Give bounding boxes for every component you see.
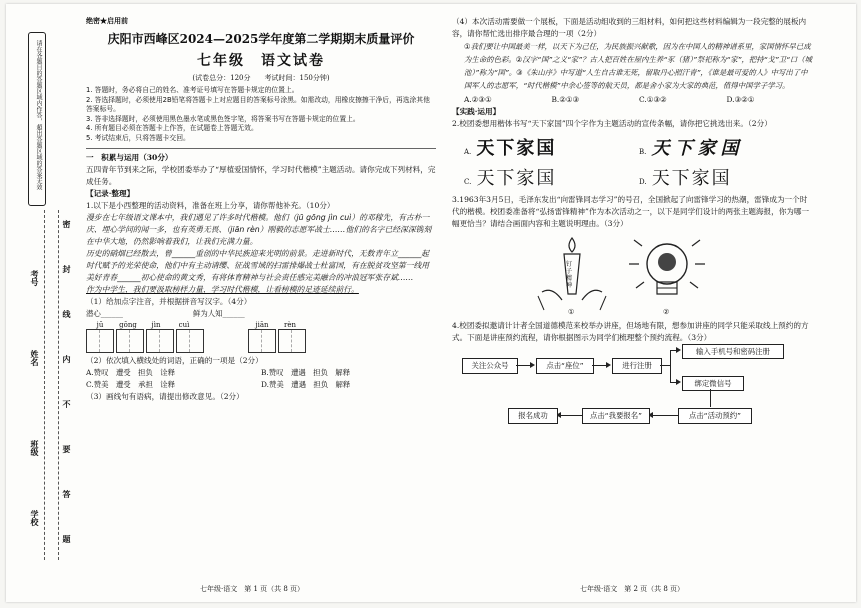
fill-item: 鲜为人知______ <box>192 309 245 318</box>
instructions <box>86 86 436 143</box>
option[interactable]: D.③②① <box>726 95 755 104</box>
char-box[interactable] <box>86 329 114 353</box>
pinyin: cuì <box>178 321 190 329</box>
instruction-item: 3. 答非选择题时，必须使用黑色墨水笔或黑色签字笔，将答案书写在答题卡规定的位置上。 <box>86 114 360 123</box>
flow-step-signup: 点击“我要报名” <box>582 408 650 424</box>
seal-char: 线 <box>62 310 72 318</box>
flow-step-follow: 关注公众号 <box>462 358 518 374</box>
question-1-1: （1）给加点字注音，并根据拼音写汉字。（4分） <box>86 297 252 306</box>
char-box[interactable] <box>176 329 204 353</box>
option[interactable]: B.赞叹 遭遇 担负 解释 <box>261 368 351 377</box>
question-1: 1.以下是小西整理的活动资料，准备在班上分享，请你帮他补充。（10分） <box>86 201 335 210</box>
calli-option-d[interactable]: D. 天下家国 <box>639 168 732 188</box>
poster-label-2: ② <box>663 308 670 316</box>
option[interactable]: A.②③① <box>464 95 492 104</box>
passage-para: 漫步在七年级语文课本中，我们遇见了许多时代楷模。他们（jū gōng jìn cuì）的邓稼先，有古朴一庆、埋心学问的闻一多，也有英勇无畏、（jiān rèn）刚毅的志愿军战士……他们的名字已经深深镌刻在中华大地，仍然影响着我们，让我们充满力量。 <box>86 213 432 246</box>
flow-step-wechat: 绑定微信号 <box>682 376 744 391</box>
poster-2-bulb <box>629 240 705 294</box>
flowchart <box>452 344 814 444</box>
page-footer-2: 七年级·语文 第 2 页（共 8 页） <box>580 585 685 593</box>
seal-char: 封 <box>62 265 72 273</box>
seal-char: 不 <box>62 400 72 408</box>
question-4-intro: （4）本次活动需要做一个展板，下面是活动组收到的三组材料，如何把这些材料编辑为一段完整的展板内容，请你帮忙选出排序最合理的一项（2分） <box>452 17 807 38</box>
pinyin-grid <box>86 321 436 353</box>
tag-practice: 【实践·运用】 <box>452 107 501 116</box>
seal-char: 密 <box>62 220 72 228</box>
fill-row <box>86 308 436 319</box>
poster-1-text: 钉子精神 <box>566 261 573 289</box>
seal-char: 内 <box>62 355 72 363</box>
option[interactable]: D.赞美 遭遇 担负 解释 <box>261 380 351 389</box>
page-footer-1: 七年级·语文 第 1 页（共 8 页） <box>200 585 305 593</box>
seal-line <box>58 210 59 560</box>
pinyin: rèn <box>284 321 296 329</box>
seal-char: 题 <box>62 535 72 543</box>
pinyin-group <box>86 321 206 353</box>
flow-step-seat: 点击“座位” <box>536 358 594 374</box>
pinyin: jiān <box>255 321 269 329</box>
question-1-2: （2）依次填入横线处的词语，正确的一项是（2分） <box>86 356 263 365</box>
passage-para: 历史的硝烟已经散去，曾______重创的中华民族迎来光明的前景。走进新时代，无数青年立______起时代赋予的光荣使命，他们中有主动请缨、征战雪域的扫雷排爆战士杜富国，有在脱贫攻坚第一线用美好青春______初心使命的黄文秀，有将体育精神与社会责任感完美融合的冲浪冠军张存斌…… <box>86 249 430 282</box>
section-intro: 五四青年节到来之际，学校团委举办了“厚植爱国情怀，学习时代楷模”主题活动。请你完成下列材料，完成任务。 <box>86 165 436 186</box>
option[interactable]: A.赞叹 遭受 担负 诠释 <box>86 368 175 377</box>
char-box[interactable] <box>278 329 306 353</box>
flow-step-register: 进行注册 <box>612 358 662 374</box>
instruction-item: 2. 答选择题时，必须使用2B铅笔将答题卡上对应题目的答案标号涂黑。如需改动，用橡皮擦擦干净后，再选涂其他答案标号。 <box>86 95 430 113</box>
pinyin: gōng <box>119 321 137 329</box>
char-box[interactable] <box>146 329 174 353</box>
calli-option-c[interactable]: C. 天下家国 <box>464 168 557 189</box>
materials: ①我们要让中国最美一样，以天下为己任，为民族振兴献歌，因为在中国人的精神谱系里，家国情怀早已成为生命的色彩。②汉字“国”之义“家”？古人把百姓在屋内生养“豕（猪）”祭祀称为“家”，把持“戈”卫“口（城池）”称为“国”。③《朱山序》中写道“人生自古谁无死，留取丹心照汗青”，《谁是最可爱的人》中写出了中国军人的志愿军，“时代楷模”中余心签等的航天员，都是舍小家为大家的典范，值得中国学子学习。 <box>464 42 813 90</box>
tag-record: 【记录·整理】 <box>86 189 135 198</box>
pinyin: jū <box>96 321 104 329</box>
question-4: 4.校团委拟邀请计计者全国道德模范来校举办讲座，但场地有限，想参加讲座的同学只能采取线上预约的方式。下面是讲座预约流程，请你根据图示为同学们梳理整个预约流程。（3分） <box>452 321 809 342</box>
exam-subtitle: 七年级 语文试卷 <box>197 53 325 69</box>
option[interactable]: C.赞美 遭受 承担 诠释 <box>86 380 176 389</box>
passage-para: 作为中学生，我们要汲取榜样力量，学习时代楷模，让看榜模的足迹延续前行。 <box>86 285 359 294</box>
seal-char: 答 <box>62 490 72 498</box>
flow-step-success: 报名成功 <box>508 408 558 424</box>
q4-options <box>464 94 814 106</box>
score-time: (试卷总分：120分 考试时间：150分钟) <box>192 74 330 82</box>
question-2: 2.校团委想用楷体书写“天下家国”四个字作为主题活动的宣传条幅，请你把它挑选出来。（2分） <box>452 119 772 128</box>
question-1-3: （3）画线句有语病，请提出修改意见。（2分） <box>86 392 244 401</box>
section-heading: 一 积累与运用（30分） <box>86 153 173 162</box>
calli-option-a[interactable]: A. 天下家国 <box>464 138 557 159</box>
instruction-item: 4. 所有题目必须在答题卡上作答，在试题卷上答题无效。 <box>86 124 258 132</box>
instruction-item: 5. 考试结束后，只将答题卡交回。 <box>86 133 190 142</box>
seal-line-2 <box>44 210 45 560</box>
posters <box>452 232 814 320</box>
exam-title: 庆阳市西峰区2024—2025学年度第二学期期末质量评价 <box>107 32 415 46</box>
fill-item: 潜心______ <box>86 309 123 318</box>
right-column <box>452 16 814 444</box>
posters-illustration <box>452 232 814 320</box>
question-3: 3.1963年3月5日，毛泽东发出“向雷锋同志学习”的号召，全国掀起了向雷锋学习的热潮，雷锋成为一个时代的楷模。校团委准备将“弘扬雷锋精神”作为本次活动之一，以下是同学们设计的两张主题海报，你为哪一幅更恰当？请结合画面内容和主题说明理由。（3分） <box>452 195 810 228</box>
options <box>86 367 436 391</box>
char-box[interactable] <box>116 329 144 353</box>
char-box[interactable] <box>248 329 276 353</box>
option[interactable]: B.②①③ <box>551 95 580 104</box>
secret-mark: 绝密★启用前 <box>86 16 128 25</box>
notice-text: 请在各题目的答题区域内作答，超出答题区域的答案无效 <box>35 40 42 190</box>
calligraphy-options <box>464 134 814 190</box>
label-name: 姓名 <box>30 350 40 366</box>
option[interactable]: C.①③② <box>639 95 667 104</box>
flow-step-activity: 点击“活动预约” <box>678 408 752 424</box>
flow-step-phone: 输入手机号和密码注册 <box>682 344 784 359</box>
poster-label-1: ① <box>568 308 575 316</box>
pinyin: jìn <box>151 321 161 329</box>
label-id: 考号 <box>30 270 40 286</box>
seal-char: 要 <box>62 445 72 453</box>
left-column <box>86 16 436 403</box>
instruction-item: 1. 答题时，务必将自己的姓名、准考证号填写在答题卡规定的位置上。 <box>86 86 299 94</box>
label-class: 班级 <box>30 440 40 456</box>
calli-option-b[interactable]: B. 天下家国 <box>639 138 744 159</box>
pinyin-group <box>248 321 308 353</box>
label-school: 学校 <box>30 510 40 526</box>
